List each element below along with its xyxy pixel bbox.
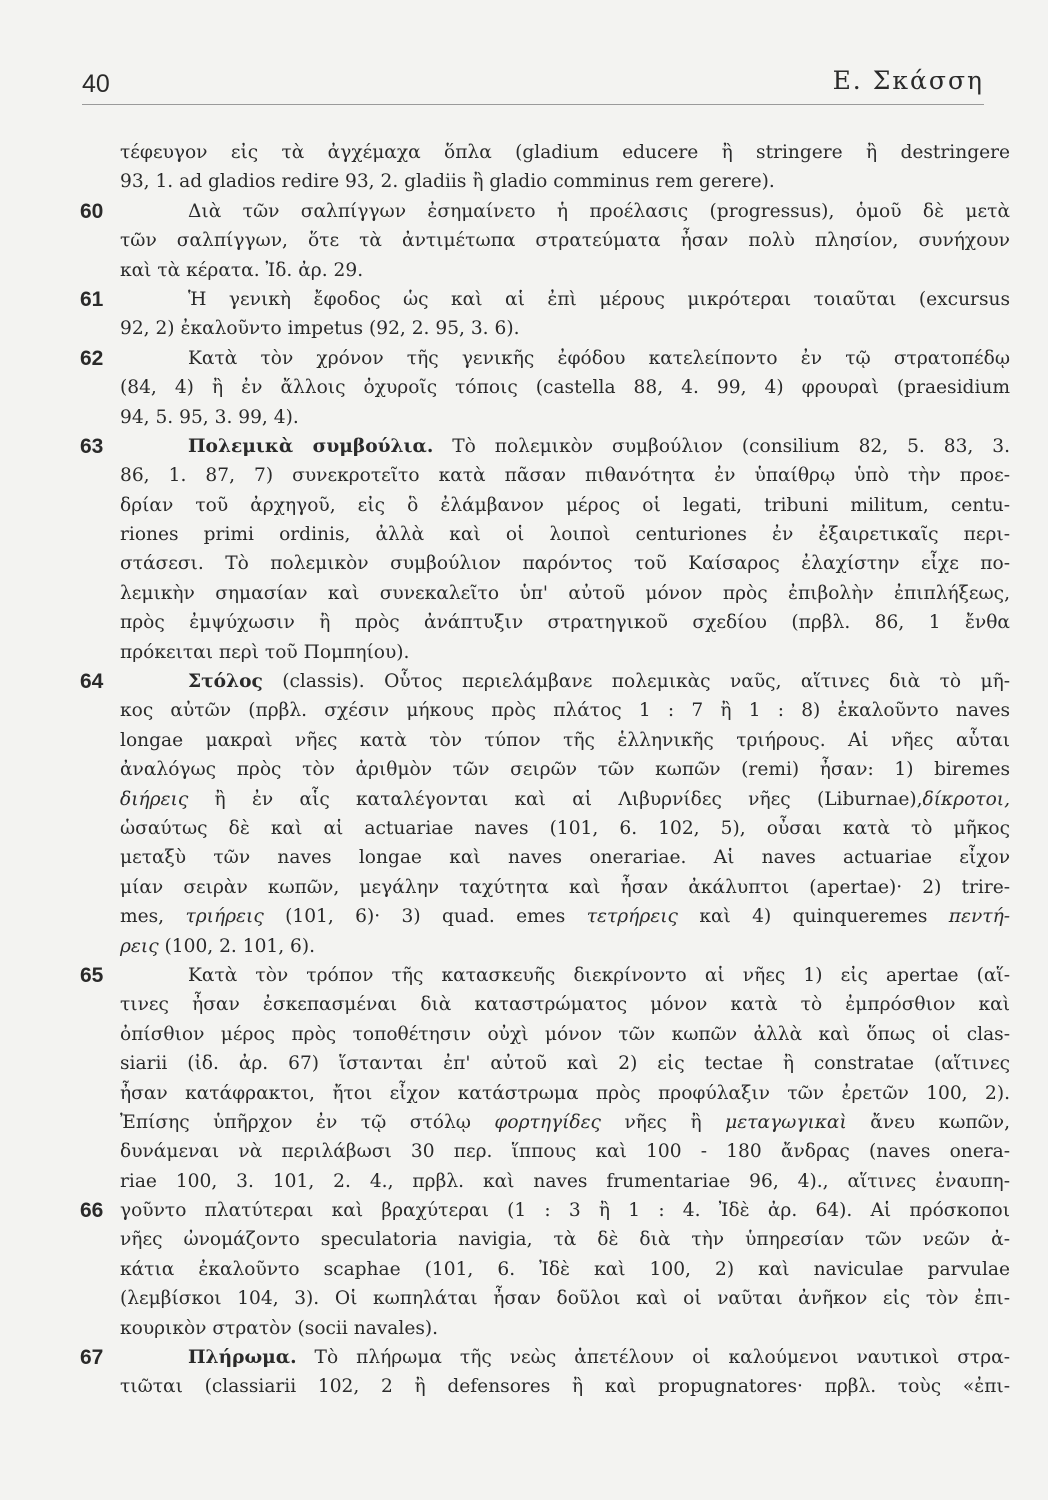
line-text: Κατὰ τὸν τρόπον τῆς κατασκευῆς διεκρίνοντο αἱ νῆες 1) εἰς apertae (αἵ- (188, 964, 1010, 986)
header-rule (82, 104, 984, 105)
text-line (80, 579, 1010, 608)
paragraph-number: 61 (80, 287, 104, 311)
text-line (80, 1079, 1010, 1108)
text-line (80, 403, 1010, 432)
paragraph-number: 62 (80, 346, 104, 370)
line-text: τιῶται (classiarii 102, 2 ἢ defensores ἢ καὶ propugnatores· πρβλ. τοὺς «ἐπι- (120, 1376, 1010, 1398)
line-text: ἄνευ κωπῶν, (846, 1111, 1010, 1133)
line-text: νῆες ἢ (600, 1111, 726, 1133)
text-line (80, 1196, 1010, 1225)
text-line (80, 932, 1010, 961)
text-line (80, 755, 1010, 784)
line-text: ὀπίσθιον μέρος πρὸς τοποθέτησιν οὐχὶ μόνον τῶν κωπῶν ἀλλὰ καὶ ὅπως οἱ clas- (120, 1023, 1010, 1045)
line-text: καὶ 4) quinqueremes (677, 906, 949, 928)
text-line (80, 696, 1010, 725)
line-text: 86, 1. 87, 7) συνεκροτεῖτο κατὰ πᾶσαν πιθανότητα ἐν ὑπαίθρῳ ὑπὸ τὴν προε- (120, 465, 1010, 487)
text-line (80, 1314, 1010, 1343)
line-text: ὡσαύτως δὲ καὶ αἱ actuariae naves (101, 6. 102, 5), οὖσαι κατὰ τὸ μῆκος (120, 817, 1010, 839)
text-line (80, 314, 1010, 343)
text-line (80, 491, 1010, 520)
line-text: γοῦντο πλατύτεραι καὶ βραχύτεραι (1 : 3 ἢ 1 : 4. Ἰδὲ ἀρ. 64). Αἱ πρόσκοποι (120, 1200, 1010, 1222)
text-line (80, 843, 1010, 872)
italic-term: τριήρεις (185, 906, 264, 928)
line-text: mes, (120, 906, 186, 928)
text-line (80, 432, 1010, 461)
page-number: 40 (82, 70, 110, 98)
running-title: Ε. Σκάσση (832, 66, 984, 95)
line-text: (101, 6)· 3) quad. emes (263, 906, 587, 928)
text-line (80, 1284, 1010, 1313)
paragraph-number: 65 (80, 963, 104, 987)
line-text: siarii (ἰδ. ἀρ. 67) ἵστανται ἐπ' αὐτοῦ καὶ 2) εἰς tectae ἢ constratae (αἵτινες (120, 1053, 1010, 1075)
text-line (80, 726, 1010, 755)
text-line (80, 814, 1010, 843)
line-text: πρόκειται περὶ τοῦ Πομπηίου). (120, 641, 410, 663)
line-text: πρὸς ἐμψύχωσιν ἢ πρὸς ἀνάπτυξιν στρατηγικοῦ σχεδίου (πρβλ. 86, 1 ἔνθα (120, 612, 1010, 634)
line-text: (84, 4) ἢ ἐν ἄλλοις ὀχυροῖς τόποις (castella 88, 4. 99, 4) φρουραὶ (praesidium (120, 377, 1010, 399)
line-text: μεταξὺ τῶν naves longae καὶ naves onerariae. Αἱ naves actuariae εἶχον (120, 847, 1010, 869)
text-line (80, 344, 1010, 373)
line-text: Κατὰ τὸν χρόνον τῆς γενικῆς ἐφόδου κατελείποντο ἐν τῷ στρατοπέδῳ (188, 347, 1010, 369)
line-text: Τὸ πολεμικὸν συμβούλιον (consilium 82, 5. 83, 3. (433, 435, 1010, 457)
text-line (80, 461, 1010, 490)
text-line (80, 990, 1010, 1019)
line-text: στάσεσι. Τὸ πολεμικὸν συμβούλιον παρόντος τοῦ Καίσαρος ἐλαχίστην εἶχε πο- (120, 553, 1010, 575)
line-text: δρίαν τοῦ ἀρχηγοῦ, εἰς ὃ ἐλάμβανον μέρος οἱ legati, tribuni militum, centu- (120, 494, 1010, 516)
section-heading: Πλήρωμα. (188, 1347, 297, 1369)
text-line (80, 1167, 1010, 1196)
line-text: δυνάμεναι νὰ περιλάβωσι 30 περ. ἵππους καὶ 100 - 180 ἄνδρας (naves onera- (120, 1141, 1010, 1163)
line-text: riae 100, 3. 101, 2. 4., πρβλ. καὶ naves frumentariae 96, 4)., αἵτινες ἐναυπη- (120, 1170, 1010, 1192)
text-line (80, 520, 1010, 549)
section-heading: Πολεμικὰ συμβούλια. (188, 435, 434, 457)
text-line (80, 902, 1010, 931)
line-text: (λεμβίσκοι 104, 3). Οἱ κωπηλάται ἦσαν δοῦλοι καὶ οἱ ναῦται ἀνῆκον εἰς τὸν ἐπι- (120, 1288, 1010, 1310)
text-line (80, 667, 1010, 696)
text-line (80, 961, 1010, 990)
line-text: κάτια ἐκαλοῦντο scaphae (101, 6. Ἰδὲ καὶ 100, 2) καὶ naviculae parvulae (120, 1258, 1010, 1280)
italic-term: ρεις (120, 935, 159, 957)
line-text: καὶ τὰ κέρατα. Ἰδ. ἀρ. 29. (120, 259, 364, 281)
line-text: riones primi ordinis, ἀλλὰ καὶ οἱ λοιποὶ centuriones ἐν ἐξαιρετικαῖς περι- (120, 524, 1010, 546)
italic-term: μεταγωγικαὶ (725, 1111, 847, 1133)
paragraph-number: 64 (80, 670, 104, 694)
line-text: ἢ (188, 788, 252, 810)
italic-term: διήρεις (120, 788, 189, 810)
text-line (80, 1049, 1010, 1078)
text-line (80, 1137, 1010, 1166)
paragraph-number: 67 (80, 1346, 104, 1370)
text-line (80, 1108, 1010, 1137)
text-line (80, 873, 1010, 902)
italic-term: δίκροτοι, (922, 788, 1010, 810)
text-line (80, 1225, 1010, 1254)
line-text: κουρικὸν στρατὸν (socii navales). (120, 1317, 439, 1339)
italic-term: τετρήρεις (586, 906, 678, 928)
line-text: ἐν αἷς καταλέγονται καὶ αἱ Λιβυρνίδες νῆες (Liburnae), (251, 788, 923, 810)
text-line (80, 197, 1010, 226)
line-text: Διὰ τῶν σαλπίγγων ἐσημαίνετο ἡ προέλασις (progressus), ὁμοῦ δὲ μετὰ (188, 200, 1010, 222)
text-line (80, 1020, 1010, 1049)
line-text: τῶν σαλπίγγων, ὅτε τὰ ἀντιμέτωπα στρατεύματα ἦσαν πολὺ πλησίον, συνήχουν (120, 230, 1010, 252)
line-text: Ἡ γενικὴ ἔφοδος ὡς καὶ αἱ ἐπὶ μέρους μικρότεραι τοιαῦται (excursus (188, 288, 1010, 310)
line-text: (classis). Οὗτος περιελάμβανε πολεμικὰς ναῦς, αἵτινες διὰ τὸ μῆ- (262, 671, 1010, 693)
text-line (80, 638, 1010, 667)
paragraph-number: 66 (80, 1199, 104, 1223)
line-text: (100, 2. 101, 6). (158, 935, 316, 957)
line-text: μίαν σειρὰν κωπῶν, μεγάλην ταχύτητα καὶ ἦσαν ἀκάλυπτοι (apertae)· 2) trire- (120, 876, 1010, 898)
text-line (80, 373, 1010, 402)
text-line (80, 1372, 1010, 1401)
line-text: ἀναλόγως πρὸς τὸν ἀριθμὸν τῶν σειρῶν τῶν κωπῶν (remi) ἦσαν: 1) biremes (120, 759, 1010, 781)
text-line (80, 549, 1010, 578)
line-text: λεμικὴν σημασίαν καὶ συνεκαλεῖτο ὑπ' αὐτοῦ μόνον πρὸς ἐπιβολὴν ἐπιπλήξεως, (120, 582, 1010, 604)
page-body (80, 138, 1010, 1402)
section-heading: Στόλος (188, 671, 263, 693)
line-text: 94, 5. 95, 3. 99, 4). (120, 406, 299, 428)
italic-term: πεντή- (948, 906, 1010, 928)
paragraph-number: 63 (80, 434, 104, 458)
text-line (80, 256, 1010, 285)
line-text: τινες ἦσαν ἐσκεπασμέναι διὰ καταστρώματος μόνον κατὰ τὸ ἐμπρόσθιον καὶ (120, 994, 1010, 1016)
line-text: νῆες ὠνομάζοντο speculatoria navigia, τὰ δὲ διὰ τὴν ὑπηρεσίαν τῶν νεῶν ἀ- (120, 1229, 1010, 1251)
text-line (80, 1255, 1010, 1284)
line-text: Τὸ πλήρωμα τῆς νεὼς ἀπετέλουν οἱ καλούμενοι ναυτικοὶ στρα- (296, 1347, 1010, 1369)
text-line (80, 285, 1010, 314)
line-text: κος αὐτῶν (πρβλ. σχέσιν μήκους πρὸς πλάτος 1 : 7 ἢ 1 : 8) ἐκαλοῦντο naves (120, 700, 1010, 722)
line-text: longae μακραὶ νῆες κατὰ τὸν τύπον τῆς ἑλληνικῆς τριήρους. Αἱ νῆες αὗται (120, 729, 1010, 751)
line-text: 93, 1. ad gladios redire 93, 2. gladiis ἢ gladio comminus rem gerere). (120, 171, 775, 193)
line-text: Ἐπίσης ὑπῆρχον ἐν τῷ στόλῳ (120, 1111, 495, 1133)
text-line (80, 1343, 1010, 1372)
page-header (0, 66, 1048, 106)
line-text: ἦσαν κατάφρακτοι, ἤτοι εἶχον κατάστρωμα πρὸς προφύλαξιν τῶν ἐρετῶν 100, 2). (120, 1082, 1010, 1104)
line-text: τέφευγον εἰς τὰ ἀγχέμαχα ὅπλα (gladium educere ἢ stringere ἢ destringere (120, 142, 1010, 163)
paragraph-number: 60 (80, 199, 104, 223)
text-line (80, 167, 1010, 196)
italic-term: φορτηγίδες (494, 1111, 601, 1133)
text-line (80, 138, 1010, 167)
text-line (80, 226, 1010, 255)
text-line (80, 785, 1010, 814)
line-text: 92, 2) ἐκαλοῦντο impetus (92, 2. 95, 3. 6). (120, 318, 520, 340)
text-line (80, 608, 1010, 637)
